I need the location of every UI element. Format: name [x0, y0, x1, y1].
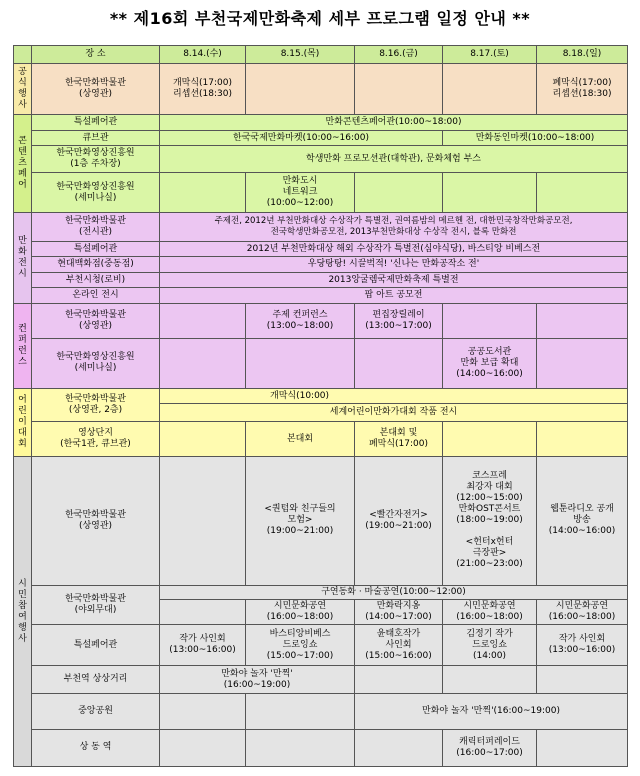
event-cell	[443, 666, 537, 694]
event-cell: 주제전, 2012년 부천만화대상 수상작가 특별전, 권여름밤의 메르헨 전, 대한민국창작만화공모전, 전국학생만화공모전, 2013부천만화대상 수상작 전시, 블록 만화전	[160, 212, 628, 241]
place-cell: 영상단지 (한국1관, 큐브관)	[32, 421, 160, 456]
table-row	[14, 146, 628, 173]
event-cell: 2013앙굴렘국제만화축제 특별전	[160, 272, 628, 288]
event-cell	[160, 457, 246, 585]
event-cell: 공공도서관 만화 보급 확대 (14:00~16:00)	[443, 339, 537, 389]
event-cell	[443, 63, 537, 115]
event-cell: 폐막식(17:00) 리셉션(18:30)	[537, 63, 628, 115]
place-cell: 중앙공원	[32, 694, 160, 729]
group-label-conference: 컨퍼런스	[14, 303, 32, 388]
event-cell: 윤태호작가 사인회 (15:00~16:00)	[355, 624, 443, 665]
table-row	[14, 272, 628, 288]
group-label-citizen: 시민참여행사	[14, 457, 32, 767]
event-cell: 코스프레 최강자 대회 (12:00~15:00) 만화OST콘서트 (18:00~19:00) <헌터x헌터 극장판> (21:00~23:00)	[443, 457, 537, 585]
event-cell	[443, 303, 537, 338]
table-row	[14, 288, 628, 304]
event-cell	[537, 421, 628, 456]
table-row	[14, 303, 628, 338]
event-cell: 2012년 부천만화대상 해외 수상작가 특별전(심야식당), 바스티앙 비베스전	[160, 241, 628, 257]
table-row	[14, 212, 628, 241]
header-date: 8.14.(수)	[160, 46, 246, 64]
group-label-contents: 콘텐츠페어	[14, 115, 32, 212]
event-cell: 본대회	[246, 421, 355, 456]
event-cell: 작가 사인회 (13:00~16:00)	[537, 624, 628, 665]
event-cell: 세계어린이만화가대회 작품 전시	[160, 404, 628, 422]
event-cell	[355, 339, 443, 389]
event-cell: 시민문화공연 (16:00~18:00)	[246, 600, 355, 625]
place-cell: 현대백화점(중동점)	[32, 257, 160, 273]
place-cell: 특설페어관	[32, 241, 160, 257]
event-cell	[355, 666, 443, 694]
page-title: ** 제16회 부천국제만화축제 세부 프로그램 일정 안내 **	[109, 9, 531, 28]
header-date: 8.17.(토)	[443, 46, 537, 64]
event-cell	[355, 173, 443, 212]
event-cell: 만화락지옹 (14:00~17:00)	[355, 600, 443, 625]
place-cell: 특설페어관	[32, 624, 160, 665]
place-cell: 한국만화영상진흥원 (세미나실)	[32, 339, 160, 389]
event-cell: 만화도시 네트워크 (10:00~12:00)	[246, 173, 355, 212]
event-cell	[246, 339, 355, 389]
event-cell: 김정기 작가 드로잉쇼 (14:00)	[443, 624, 537, 665]
event-cell: 편집장릴레이 (13:00~17:00)	[355, 303, 443, 338]
event-cell: 시민문화공연 (16:00~18:00)	[537, 600, 628, 625]
group-label-exhibition: 만화전시	[14, 212, 32, 303]
event-cell	[537, 666, 628, 694]
place-cell: 온라인 전시	[32, 288, 160, 304]
place-cell: 한국만화박물관 (야외무대)	[32, 585, 160, 624]
table-row	[14, 173, 628, 212]
group-label-official: 공식행사	[14, 63, 32, 115]
table-row	[14, 729, 628, 766]
place-cell: 부천역 상상거리	[32, 666, 160, 694]
event-cell	[160, 600, 246, 625]
event-cell: 바스티앙비베스 드로잉쇼 (15:00~17:00)	[246, 624, 355, 665]
event-cell: 캐릭터퍼레이드 (16:00~17:00)	[443, 729, 537, 766]
schedule-table	[13, 45, 628, 767]
event-cell	[160, 694, 246, 729]
event-cell	[160, 421, 246, 456]
table-row	[14, 63, 628, 115]
event-cell: 만화동인마켓(10:00~18:00)	[443, 130, 628, 146]
place-cell: 부천시청(로비)	[32, 272, 160, 288]
event-cell: 한국국제만화마켓(10:00~16:00)	[160, 130, 443, 146]
event-cell	[537, 729, 628, 766]
event-cell: 시민문화공연 (16:00~18:00)	[443, 600, 537, 625]
header-date: 8.16.(금)	[355, 46, 443, 64]
group-label-kids: 어린이대회	[14, 388, 32, 456]
place-cell: 특설페어관	[32, 115, 160, 131]
event-cell: 만화콘텐츠페어관(10:00~18:00)	[160, 115, 628, 131]
event-cell	[160, 173, 246, 212]
event-cell	[443, 173, 537, 212]
event-cell: 구연동화 · 마술공연(10:00~12:00)	[160, 585, 628, 600]
table-row	[14, 241, 628, 257]
header-place: 장 소	[32, 46, 160, 64]
place-cell: 한국만화박물관 (전시관)	[32, 212, 160, 241]
event-cell: 만화야 놀자 '만찍' (16:00~19:00)	[160, 666, 355, 694]
place-cell: 상 동 역	[32, 729, 160, 766]
event-cell: 학생만화 프로모션관(대학관), 문화체험 부스	[160, 146, 628, 173]
event-cell	[246, 694, 355, 729]
table-row	[14, 457, 628, 585]
event-cell: 작가 사인회 (13:00~16:00)	[160, 624, 246, 665]
event-cell	[246, 63, 355, 115]
table-row	[14, 585, 628, 600]
place-cell: 한국만화영상진흥원 (세미나실)	[32, 173, 160, 212]
event-cell	[537, 303, 628, 338]
event-cell: 웹툰라디오 공개 방송 (14:00~16:00)	[537, 457, 628, 585]
place-cell: 큐브관	[32, 130, 160, 146]
event-cell: <빨간자전거> (19:00~21:00)	[355, 457, 443, 585]
event-cell	[355, 63, 443, 115]
event-cell	[246, 729, 355, 766]
event-cell	[537, 339, 628, 389]
place-cell: 한국만화박물관 (상영관)	[32, 457, 160, 585]
table-row	[14, 115, 628, 131]
event-cell: 우당탕탕! 시끌벅적! '신나는 만화공작소 전'	[160, 257, 628, 273]
table-row	[14, 694, 628, 729]
place-cell: 한국만화영상진흥원 (1층 주차장)	[32, 146, 160, 173]
event-cell	[160, 729, 246, 766]
table-row	[14, 421, 628, 456]
header-row	[14, 46, 628, 64]
event-cell: 본대회 및 폐막식(17:00)	[355, 421, 443, 456]
event-cell	[443, 421, 537, 456]
event-cell	[160, 303, 246, 338]
event-cell	[160, 339, 246, 389]
table-row	[14, 624, 628, 665]
event-cell: 만화야 놀자 '만찍'(16:00~19:00)	[355, 694, 628, 729]
header-corner	[14, 46, 32, 64]
place-cell: 한국만화박물관 (상영관, 2층)	[32, 388, 160, 421]
table-row	[14, 666, 628, 694]
place-cell: 한국만화박물관 (상영관)	[32, 63, 160, 115]
event-cell: 주제 컨퍼런스 (13:00~18:00)	[246, 303, 355, 338]
header-date: 8.18.(일)	[537, 46, 628, 64]
event-cell: 팝 아트 공모전	[160, 288, 628, 304]
event-cell: <퀀텀와 친구들의 모험> (19:00~21:00)	[246, 457, 355, 585]
header-date: 8.15.(목)	[246, 46, 355, 64]
event-cell	[355, 729, 443, 766]
table-row	[14, 257, 628, 273]
table-row	[14, 388, 628, 404]
event-cell	[537, 173, 628, 212]
event-cell: 개막식(17:00) 리셉션(18:30)	[160, 63, 246, 115]
table-row	[14, 339, 628, 389]
place-cell: 한국만화박물관 (상영관)	[32, 303, 160, 338]
event-cell: 개막식(10:00)	[160, 388, 628, 404]
table-row	[14, 130, 628, 146]
